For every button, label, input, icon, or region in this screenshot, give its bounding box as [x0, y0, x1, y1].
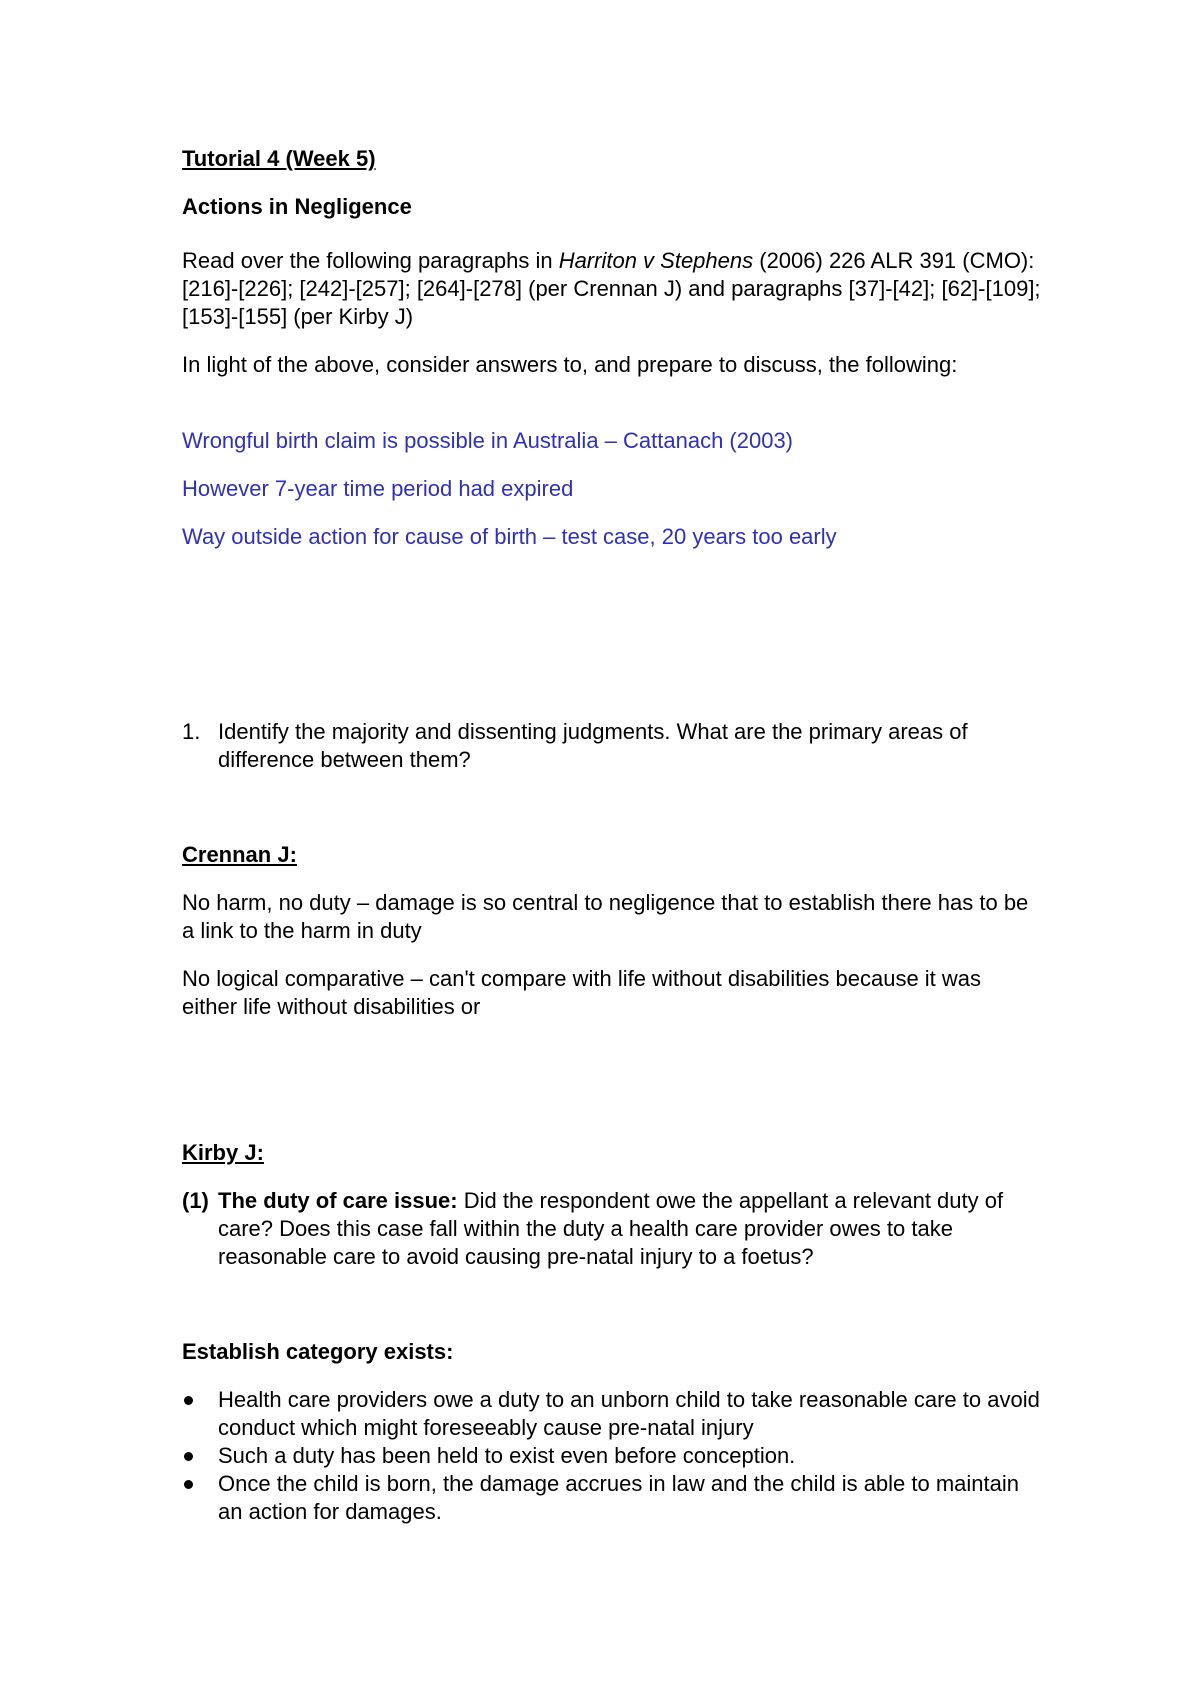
bullet-icon	[184, 1396, 193, 1405]
intro-prefix: Read over the following paragraphs in	[182, 248, 559, 273]
kirby-heading: Kirby J:	[182, 1140, 264, 1165]
question-text: Identify the majority and dissenting judgments. What are the primary areas of difference between them?	[218, 719, 968, 772]
list-item	[182, 1386, 1042, 1442]
page-title: Tutorial 4 (Week 5)	[182, 146, 376, 171]
question-number: 1.	[182, 719, 201, 744]
crennan-heading: Crennan J:	[182, 842, 297, 867]
kirby-issue-1	[182, 1187, 1042, 1271]
note-line: Way outside action for cause of birth – test case, 20 years too early	[182, 524, 837, 549]
note-line: Wrongful birth claim is possible in Australia – Cattanach (2003)	[182, 428, 794, 453]
crennan-paragraph: No harm, no duty – damage is so central to negligence that to establish there has to be a link to the harm in duty	[182, 890, 1029, 943]
case-name: Harriton v Stephens	[558, 248, 754, 273]
list-item-text: Once the child is born, the damage accrues in law and the child is able to maintain an action for damages.	[218, 1471, 1020, 1524]
list-item	[182, 1442, 1042, 1470]
intro-suffix: (2006) 226 ALR 391 (CMO): [216]-[226]; [242]-[257]; [264]-[278] (per Crennan J) and paragraphs [37]-[42]; [62]-[109]; [153]-[155] (per Kirby J)	[182, 248, 1041, 329]
list-item	[182, 1470, 1042, 1526]
issue-number: (1)	[182, 1188, 209, 1213]
bullet-icon	[184, 1452, 193, 1461]
section-heading: Actions in Negligence	[182, 194, 412, 219]
crennan-paragraph: No logical comparative – can't compare with life without disabilities because it was either life without disabilities or	[182, 966, 982, 1019]
list-item-text: Health care providers owe a duty to an unborn child to take reasonable care to avoid conduct which might foreseeably cause pre-natal injury	[218, 1387, 1040, 1440]
reading-instructions	[182, 247, 1042, 331]
category-heading: Establish category exists:	[182, 1339, 454, 1364]
bullet-icon	[184, 1480, 193, 1489]
issue-label: The duty of care issue:	[218, 1188, 458, 1213]
discussion-instruction: In light of the above, consider answers to, and prepare to discuss, the following:	[182, 352, 958, 377]
issue-text	[218, 1187, 1042, 1271]
question-1	[182, 718, 1042, 774]
list-item-text: Such a duty has been held to exist even before conception.	[218, 1443, 796, 1468]
category-list	[182, 1386, 1042, 1526]
issue-body: Did the respondent owe the appellant a relevant duty of care? Does this case fall within the duty a health care provider owes to take reasonable care to avoid causing pre-natal injury to a foetus?	[218, 1188, 1004, 1269]
note-line: However 7-year time period had expired	[182, 476, 574, 501]
